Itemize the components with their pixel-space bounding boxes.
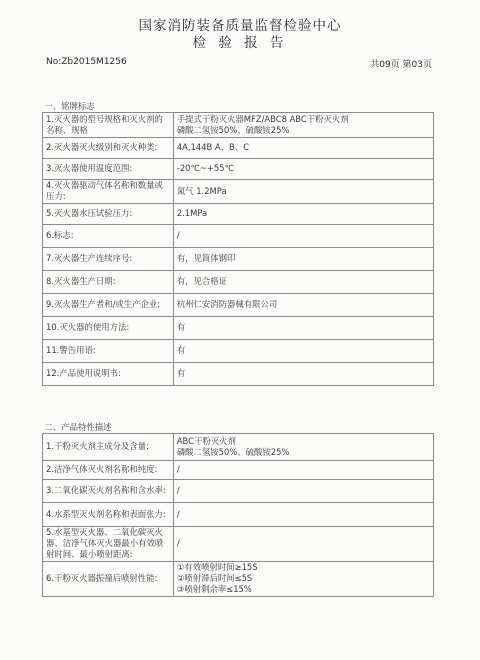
row-value: ①有效喷射时间≥15S ②喷射滞后时间≤5S ③喷射剩余率≤15%	[173, 561, 433, 596]
table-row	[43, 362, 434, 385]
table-row	[43, 293, 434, 316]
row-label: 2.洁净气体灭火剂名称和纯度:	[43, 460, 174, 479]
table-row	[43, 224, 434, 247]
table-row	[43, 112, 434, 137]
row-value: 杭州仁安消防器械有限公司	[173, 293, 433, 316]
row-label: 4.水系型灭火剂名称和表面张力:	[43, 502, 174, 526]
table-row	[43, 561, 434, 596]
row-value: 4A,144B A、B、C	[173, 137, 433, 158]
row-label: 12.产品使用说明书:	[43, 362, 174, 385]
row-value: /	[173, 502, 433, 526]
row-value: 2.1MPa	[173, 203, 433, 224]
section-header-row	[43, 72, 434, 112]
row-label: 1.灭火器的型号规格和灭火剂的名称、规格	[43, 112, 174, 137]
row-value: /	[173, 526, 433, 561]
table-row	[43, 526, 434, 561]
row-value: 有，见合格证	[173, 270, 433, 293]
table-row	[43, 158, 434, 179]
table-row	[43, 502, 434, 526]
row-value: 手提式干粉灭火器MFZ/ABC8 ABC干粉灭火剂 磷酸二氢铵50%、硫酸铵25%	[173, 112, 433, 137]
inspection-form-table	[42, 72, 434, 597]
row-value: /	[173, 224, 433, 247]
row-label: 2.灭火器灭火级别和灭火种类:	[43, 137, 174, 158]
table-row	[43, 247, 434, 270]
row-value: -20℃~+55℃	[173, 158, 433, 179]
row-label: 4.灭火器驱动气体名称和数量或压力:	[43, 179, 174, 203]
table-row	[43, 203, 434, 224]
row-value: 有	[173, 362, 433, 385]
table-row	[43, 179, 434, 203]
row-value: 有	[173, 339, 433, 362]
table-row	[43, 433, 434, 460]
row-value: ABC干粉灭火剂 磷酸二氢铵50%、硫酸铵25%	[173, 433, 433, 460]
section-header-row	[43, 385, 434, 433]
row-value: /	[173, 479, 433, 502]
section-title-nameplate: 一、铭牌标志	[44, 100, 95, 111]
page-number: 共09页 第03页	[370, 60, 432, 70]
report-authority-title: 国家消防装备质量监督检验中心	[138, 18, 342, 34]
row-value: /	[173, 460, 433, 479]
row-label: 5.水基型灭火器、二氧化碳灭火器、洁净气体灭火器最小有效喷射时间、最小喷射距离:	[43, 526, 174, 561]
row-label: 6.标志:	[43, 224, 174, 247]
report-title: 检 验 报 告	[192, 35, 288, 51]
table-row	[43, 316, 434, 339]
row-label: 3.二氧化碳灭火剂名称和含水率:	[43, 479, 174, 502]
row-label: 3.灭火器使用温度范围:	[43, 158, 174, 179]
table-row	[43, 339, 434, 362]
table-row	[43, 479, 434, 502]
section-title-characteristics: 二、产品特性描述	[44, 421, 112, 432]
row-value: 有	[173, 316, 433, 339]
row-label: 6.干粉灭火器振撞后喷射性能:	[43, 561, 174, 596]
table-row	[43, 137, 434, 158]
row-label: 9.灭火器生产者和/或生产企业:	[43, 293, 174, 316]
row-value: 氮气 1.2MPa	[173, 179, 433, 203]
row-label: 1.干粉灭火剂主成分及含量:	[43, 433, 174, 460]
document-number: No:Zb2015M1256	[46, 57, 127, 67]
row-label: 7.灭火器生产连续序号:	[43, 247, 174, 270]
row-label: 11.警告用语:	[43, 339, 174, 362]
row-value: 有，见简体钢印	[173, 247, 433, 270]
table-row	[43, 270, 434, 293]
row-label: 8.灭火器生产日期:	[43, 270, 174, 293]
table-row	[43, 460, 434, 479]
row-label: 5.灭火器水压试验压力:	[43, 203, 174, 224]
row-label: 10.灭火器的使用方法:	[43, 316, 174, 339]
